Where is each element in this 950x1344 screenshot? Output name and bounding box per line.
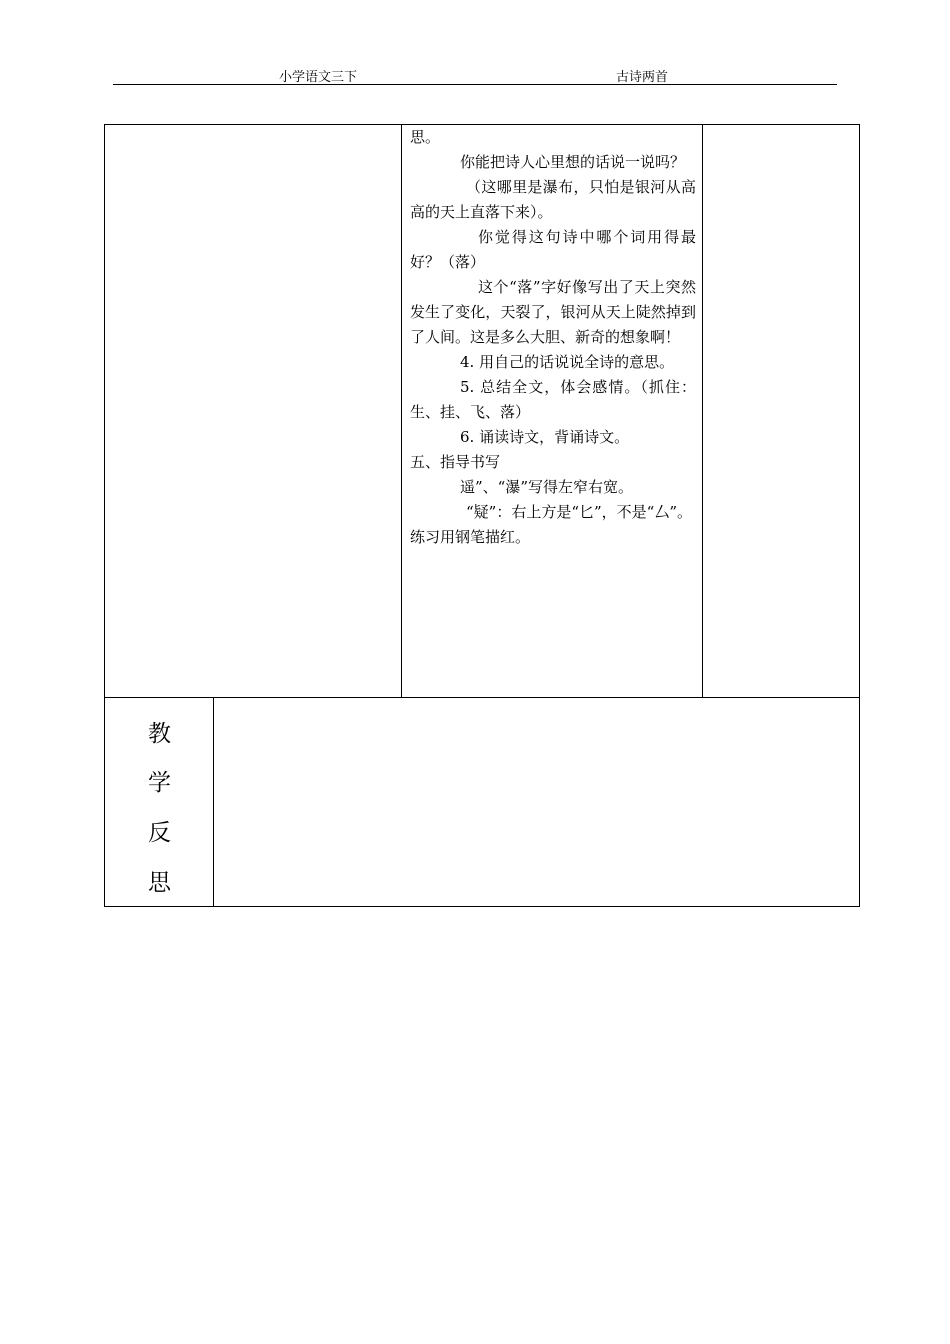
reflection-label-char: 学 bbox=[148, 770, 171, 796]
content-line: 思。 bbox=[410, 128, 441, 146]
reflection-content-cell bbox=[214, 698, 859, 906]
lesson-content-cell bbox=[410, 125, 696, 550]
content-line: 五、指导书写 bbox=[410, 453, 501, 471]
header-lesson-title: 古诗两首 bbox=[616, 70, 669, 85]
reflection-label-char: 教 bbox=[148, 721, 171, 747]
content-line: （这哪里是瀑布，只怕是银河从高高的天上直落下来）。 bbox=[410, 178, 696, 221]
reflection-label-char: 反 bbox=[148, 820, 171, 846]
reflection-label-cell bbox=[105, 698, 214, 906]
content-line: 6. 诵读诗文，背诵诗文。 bbox=[460, 428, 630, 446]
reflection-label-char: 思 bbox=[148, 870, 171, 896]
content-line: 遥”、“瀑”写得左窄右宽。 bbox=[460, 478, 634, 496]
header-subject: 小学语文三下 bbox=[279, 70, 358, 85]
column-divider-left bbox=[401, 125, 402, 697]
column-divider-right bbox=[702, 125, 703, 697]
content-line: 你能把诗人心里想的话说一说吗？ bbox=[460, 153, 686, 171]
content-line: 你觉得这句诗中哪个词用得最好？（落） bbox=[410, 228, 696, 271]
reflection-table bbox=[104, 697, 860, 907]
content-line: 5. 总结全文，体会感情。（抓住：生、挂、飞、落） bbox=[410, 378, 696, 421]
content-line: 这个“落”字好像写出了天上突然发生了变化，天裂了，银河从天上陡然掉到了人间。这是多么大胆、新奇的想象啊！ bbox=[410, 278, 696, 346]
lesson-table bbox=[104, 124, 860, 698]
content-line: 练习用钢笔描红。 bbox=[410, 528, 531, 546]
content-line: “疑”：右上方是“匕”，不是“厶”。 bbox=[466, 503, 693, 521]
page-header bbox=[113, 60, 837, 85]
content-line: 4. 用自己的话说说全诗的意思。 bbox=[460, 353, 675, 371]
